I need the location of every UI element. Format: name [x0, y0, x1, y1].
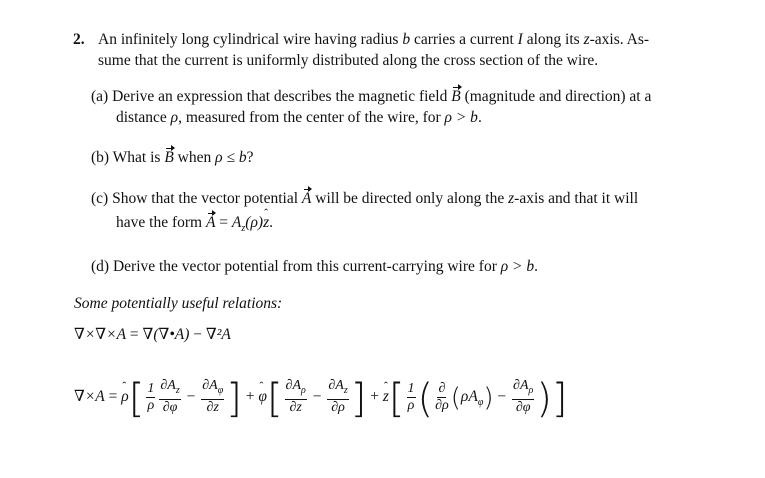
part-c: (c) Show that the vector potential A will be directed only along the z-axis and that it will	[91, 190, 639, 207]
part-a: (a) Derive an expression that describes the magnetic field B (magnitude and direction) at a	[91, 88, 652, 105]
curl-curl-identity: ∇×∇×A = ∇(∇•A) − ∇²A	[74, 326, 231, 343]
part-c-line2: have the form $A = A_z(\rho)z$ ˆ.	[116, 212, 273, 239]
eq1-rhs-b: ∇²A	[205, 326, 231, 343]
eq1-rhs-a: ∇(∇•A)	[142, 326, 190, 343]
relations-heading: Some potentially useful relations:	[74, 295, 283, 312]
eq2-lhs: ∇×A	[74, 388, 105, 405]
part-d: (d) Derive the vector potential from this current-carrying wire for ρ > b.	[91, 258, 539, 275]
question-text: An infinitely long cylindrical wire having radius b carries a current I along its z-axis. As- sume that the current is uniformly distributed along the cross section of the wire.	[98, 31, 650, 69]
part-a-line2: distance ρ, measured from the center of the wire, for ρ > b.	[116, 109, 482, 126]
vector-B: B	[451, 88, 461, 105]
eq1-lhs: ∇×∇×A	[74, 326, 127, 343]
question-number: 2.	[73, 31, 85, 48]
vector-A: A	[301, 190, 312, 207]
curl-cylindrical-formula: ∇×A = ρ ˆ[ $\frac{1}{\rho}$ $\frac{\partial A_z}{\partial\varphi}$ − $\frac{\partial A_\varphi}{\partial z}$ ] + φ ˆ[ $\frac{\partial A_\rho}{\partial z}$ − $\frac{\partial A_z}{\partial\rho}$ ] + z ˆ[ $\frac{1}{\rho}$ ( $\frac{\partial}{\partial\rho}$ $(\rho A_\varphi)$ − $\frac{\partial A_\rho}{\partial\varphi}$ )]	[74, 376, 568, 422]
vector-B: B	[164, 149, 174, 166]
part-b: (b) What is B when ρ ≤ b?	[91, 149, 254, 166]
z-hat: z ˆ	[263, 212, 269, 233]
